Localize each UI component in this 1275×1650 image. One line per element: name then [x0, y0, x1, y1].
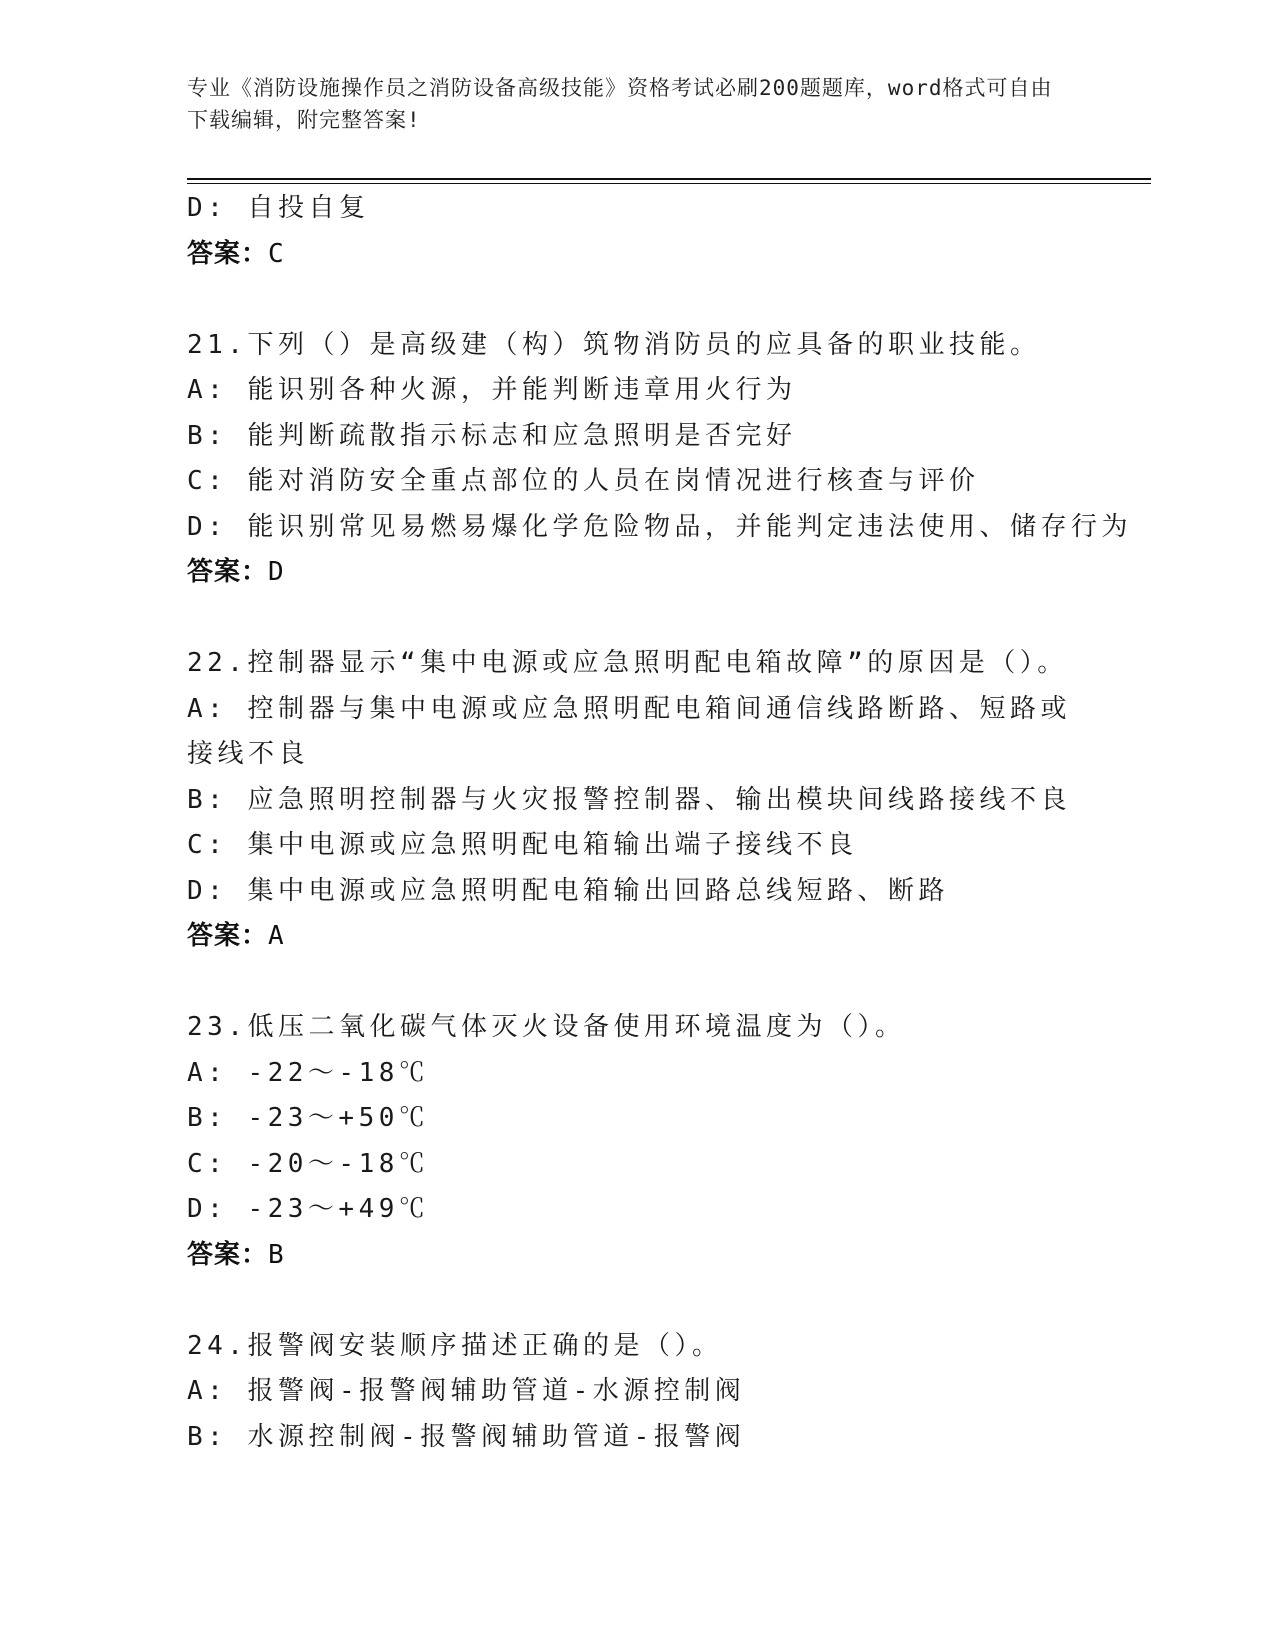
option-c: C: 能对消防安全重点部位的人员在岗情况进行核查与评价	[187, 466, 980, 496]
answer-label: 答案：	[187, 921, 269, 951]
header-rule-thin	[187, 183, 1151, 184]
option-c: C: 集中电源或应急照明配电箱输出端子接线不良	[187, 830, 858, 860]
option-b: B: 能判断疏散指示标志和应急照明是否完好	[187, 420, 797, 451]
option-d: D: 集中电源或应急照明配电箱输出回路总线短路、断路	[187, 875, 949, 906]
option-b: B: 水源控制阀-报警阀辅助管道-报警阀	[187, 1421, 746, 1452]
question-22	[187, 641, 1087, 960]
prev-answer	[187, 232, 1087, 278]
answer-label: 答案：	[187, 238, 269, 269]
option-b: B: -23～+50℃	[187, 1103, 430, 1133]
question-stem: 23.低压二氧化碳气体灭火设备使用环境温度为（）。	[187, 1012, 906, 1042]
answer	[187, 1233, 1087, 1279]
option-c: C: -20～-18℃	[187, 1148, 430, 1179]
header-rule-thick	[187, 178, 1151, 180]
spacer	[187, 277, 1087, 323]
option-a: A: -22～-18℃	[187, 1057, 430, 1088]
answer	[187, 914, 1087, 960]
question-content	[187, 186, 1132, 1460]
option-d: D: -23～+49℃	[187, 1194, 430, 1224]
answer-label: 答案：	[187, 1239, 269, 1270]
spacer	[187, 1278, 1087, 1324]
page-header: 专业《消防设施操作员之消防设备高级技能》资格考试必刷200题题库，word格式可自由下载编辑，附完整答案!	[187, 76, 1053, 132]
answer-label: 答案：	[187, 557, 269, 587]
prev-option-d: D: 自投自复	[187, 193, 370, 223]
option-b: B: 应急照明控制器与火灾报警控制器、输出模块间线路接线不良	[187, 784, 1071, 815]
question-stem: 21.下列（）是高级建（构）筑物消防员的应具备的职业技能。	[187, 329, 1041, 360]
answer	[187, 550, 1087, 596]
question-21	[187, 323, 1132, 596]
question-stem: 24.报警阀安装顺序描述正确的是（）。	[187, 1330, 723, 1361]
spacer	[187, 596, 1087, 642]
question-24	[187, 1324, 1087, 1461]
answer-value: D	[268, 557, 285, 587]
option-a: A: 控制器与集中电源或应急照明配电箱间通信线路断路、短路或接线不良	[187, 693, 1071, 769]
option-a: A: 能识别各种火源，并能判断违章用火行为	[187, 375, 797, 405]
spacer	[187, 960, 1087, 1006]
answer-value: B	[268, 1239, 285, 1270]
answer-value: A	[268, 921, 285, 951]
option-a: A: 报警阀-报警阀辅助管道-水源控制阀	[187, 1376, 746, 1406]
option-d: D: 能识别常见易燃易爆化学危险物品，并能判定违法使用、储存行为	[187, 511, 1132, 542]
answer-value: C	[268, 238, 285, 269]
question-23	[187, 1005, 1087, 1278]
question-stem: 22.控制器显示“集中电源或应急照明配电箱故障”的原因是（）。	[187, 648, 1068, 678]
